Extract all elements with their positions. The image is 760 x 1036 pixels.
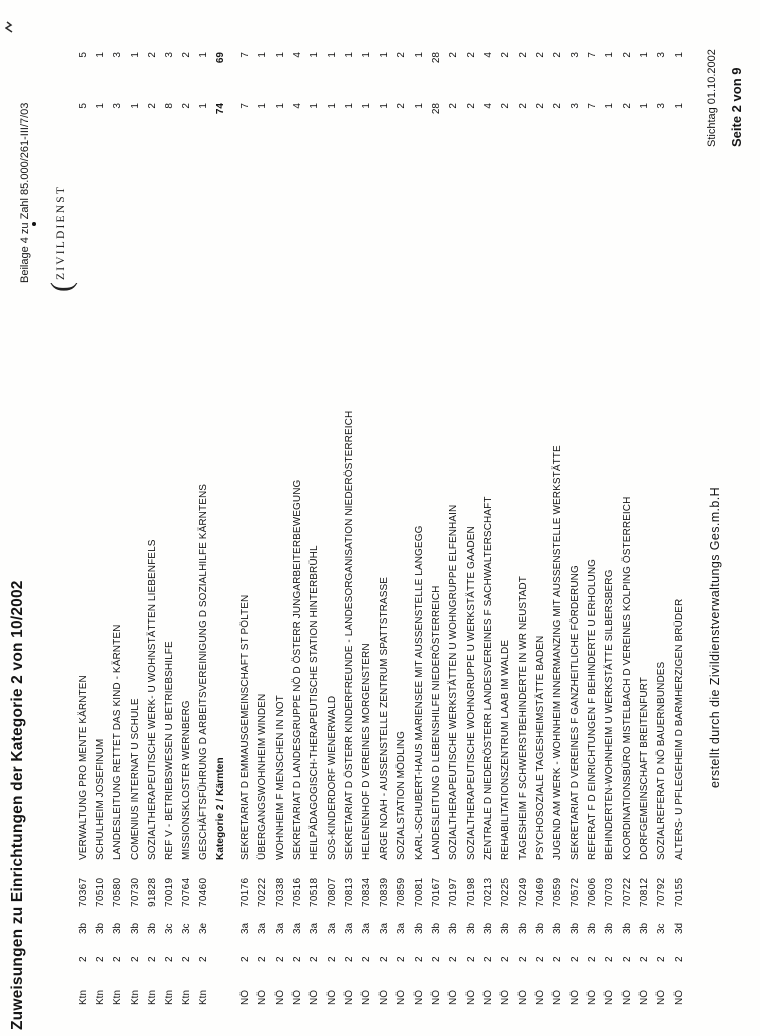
- total-label: Kategorie 2 / Kärnten: [215, 757, 226, 860]
- cell-value-1: 1: [344, 103, 356, 109]
- cell-bundesland: NÖ: [621, 990, 633, 1005]
- cell-bundesland: NÖ: [552, 990, 564, 1005]
- cell-id: 70225: [500, 877, 512, 907]
- cell-value-2: 2: [396, 52, 408, 58]
- cell-code: 3b: [430, 922, 442, 934]
- cell-id: 70198: [465, 877, 477, 907]
- cell-code: 3b: [413, 922, 425, 934]
- cell-id: 70213: [482, 877, 494, 907]
- cell-bundesland: NÖ: [344, 990, 356, 1005]
- cell-value-2: 1: [309, 52, 321, 58]
- cell-kategorie: 2: [639, 956, 651, 962]
- cell-kategorie: 2: [95, 956, 107, 962]
- cell-kategorie: 2: [396, 956, 408, 962]
- cell-value-2: 3: [164, 52, 175, 58]
- cell-value-1: 2: [552, 103, 564, 109]
- cell-kategorie: 2: [181, 956, 193, 962]
- cell-bundesland: NÖ: [292, 990, 304, 1005]
- cell-value-1: 2: [500, 103, 512, 109]
- cell-value-2: 2: [552, 52, 564, 58]
- table-row: [395, 0, 409, 1036]
- table-row: [77, 0, 91, 1036]
- cell-code: 3a: [396, 922, 408, 934]
- cell-kategorie: 2: [112, 956, 124, 962]
- cell-value-2: 1: [95, 52, 107, 58]
- table-row: [413, 0, 427, 1036]
- cell-id: 70338: [274, 877, 286, 907]
- table-row: [239, 0, 253, 1036]
- cell-code: 3a: [378, 922, 390, 934]
- cell-name: SOZIALREFERAT D NÖ BAUERNBUNDES: [656, 661, 668, 860]
- cell-id: 70559: [552, 877, 564, 907]
- table-row: [603, 0, 617, 1036]
- table-row: [482, 0, 496, 1036]
- cell-bundesland: NÖ: [517, 990, 529, 1005]
- cell-bundesland: Ktn: [181, 989, 193, 1005]
- cell-value-2: 4: [292, 52, 304, 58]
- cell-value-1: 2: [465, 103, 477, 109]
- cell-name: ARGE NOAH - AUSSENSTELLE ZENTRUM SPATTSTRASSE: [378, 576, 390, 860]
- cell-id: 70839: [378, 877, 390, 907]
- cell-bundesland: NÖ: [639, 990, 651, 1005]
- cell-name: JUGEND AM WERK - WOHNHEIM INNERMANZING MIT AUSSENSTELLE WERKSTÄTTE: [552, 445, 564, 860]
- cell-value-1: 2: [534, 103, 546, 109]
- cell-kategorie: 2: [534, 956, 546, 962]
- footer-page-number: Seite 2 von 9: [729, 67, 744, 147]
- cell-bundesland: NÖ: [569, 990, 581, 1005]
- total-value-2: 69: [215, 52, 226, 64]
- cell-code: 3b: [78, 922, 89, 934]
- cell-id: 70722: [621, 877, 633, 907]
- cell-bundesland: Ktn: [95, 989, 107, 1005]
- cell-id: 70167: [430, 877, 442, 907]
- table-row: [378, 0, 392, 1036]
- cell-code: 3b: [569, 922, 581, 934]
- cell-bundesland: NÖ: [448, 990, 460, 1005]
- cell-kategorie: 2: [465, 956, 477, 962]
- cell-value-2: 5: [78, 52, 89, 58]
- cell-bundesland: NÖ: [396, 990, 408, 1005]
- cell-bundesland: NÖ: [656, 990, 668, 1005]
- table-row: [129, 0, 143, 1036]
- cell-value-1: 2: [396, 103, 408, 109]
- cell-kategorie: 2: [292, 956, 304, 962]
- cell-id: 70510: [95, 877, 107, 907]
- cell-value-2: 1: [673, 52, 685, 58]
- cell-value-1: 1: [326, 103, 338, 109]
- cell-kategorie: 2: [274, 956, 286, 962]
- cell-code: 3b: [112, 922, 124, 934]
- cell-value-1: 28: [430, 103, 442, 115]
- cell-name: REF V - BETRIEBSWESEN U BETRIEBSHILFE: [164, 641, 175, 860]
- cell-id: 70834: [361, 877, 373, 907]
- cell-bundesland: NÖ: [309, 990, 321, 1005]
- cell-value-1: 5: [78, 103, 89, 109]
- cell-kategorie: 2: [413, 956, 425, 962]
- cell-id: 70155: [673, 877, 685, 907]
- cell-code: 3c: [181, 923, 193, 934]
- cell-value-2: 1: [344, 52, 356, 58]
- beilage-footnote-dot: [32, 222, 36, 226]
- cell-value-1: 2: [181, 103, 193, 109]
- footer-created-by: erstellt durch die Zivildienstverwaltungs Ges.m.b.H: [708, 486, 722, 788]
- cell-value-1: 2: [146, 103, 158, 109]
- table-row: [308, 0, 322, 1036]
- cell-value-2: 1: [274, 52, 286, 58]
- cell-bundesland: NÖ: [465, 990, 477, 1005]
- cell-bundesland: NÖ: [587, 990, 598, 1005]
- cell-name: BEHINDERTEN-WOHNHEIM U WERKSTÄTTE SILBERSBERG: [604, 569, 616, 860]
- cell-id: 70081: [413, 877, 425, 907]
- cell-name: LANDESLEITUNG RETTET DAS KIND - KÄRNTEN: [112, 624, 124, 860]
- cell-code: 3e: [198, 922, 210, 934]
- cell-kategorie: 2: [257, 956, 269, 962]
- cell-bundesland: NÖ: [500, 990, 512, 1005]
- cell-name: MISSIONSKLOSTER WERNBERG: [181, 700, 193, 860]
- cell-value-1: 7: [240, 103, 251, 109]
- table-row: [343, 0, 357, 1036]
- cell-value-2: 1: [361, 52, 373, 58]
- cell-bundesland: NÖ: [534, 990, 546, 1005]
- cell-bundesland: NÖ: [240, 990, 251, 1005]
- cell-value-2: 1: [604, 52, 616, 58]
- cell-bundesland: Ktn: [112, 989, 124, 1005]
- logo-swoosh-icon: (: [45, 282, 78, 292]
- cell-name: COMENIUS INTERNAT U SCHULE: [129, 698, 141, 860]
- cell-code: 3b: [517, 922, 529, 934]
- cell-code: 3b: [552, 922, 564, 934]
- cell-value-2: 1: [129, 52, 141, 58]
- cell-name: REHABILITATIONSZENTRUM LAAB IM WALDE: [500, 639, 512, 860]
- cell-name: VERWALTUNG PRO MENTE KÄRNTEN: [78, 675, 89, 860]
- cell-name: ÜBERGANGSWOHNHEIM WINDEN: [257, 693, 269, 860]
- table-row: [447, 0, 461, 1036]
- cell-value-1: 2: [621, 103, 633, 109]
- footer-stichtag: Stichtag 01.10.2002: [706, 49, 718, 147]
- cell-kategorie: 2: [517, 956, 529, 962]
- cell-bundesland: Ktn: [129, 989, 141, 1005]
- cell-kategorie: 2: [448, 956, 460, 962]
- table-row: [291, 0, 305, 1036]
- scan-artifact-speck: [0, 18, 18, 34]
- table-row: [111, 0, 125, 1036]
- cell-code: 3c: [164, 923, 175, 934]
- cell-id: 70572: [569, 877, 581, 907]
- cell-code: 3b: [146, 922, 158, 934]
- cell-code: 3b: [95, 922, 107, 934]
- cell-value-1: 7: [587, 103, 598, 109]
- cell-name: REFERAT F D EINRICHTUNGEN F BEHINDERTE U ERHOLUNG: [587, 558, 598, 860]
- cell-code: 3b: [448, 922, 460, 934]
- cell-code: 3b: [482, 922, 494, 934]
- logo-wordmark: ZIVILDIENST: [55, 184, 67, 280]
- cell-value-1: 3: [112, 103, 124, 109]
- cell-kategorie: 2: [569, 956, 581, 962]
- table-row: [569, 0, 583, 1036]
- cell-id: 70807: [326, 877, 338, 907]
- cell-bundesland: Ktn: [198, 989, 210, 1005]
- cell-value-2: 2: [534, 52, 546, 58]
- table-row: [197, 0, 211, 1036]
- table-row: [499, 0, 513, 1036]
- cell-value-2: 3: [112, 52, 124, 58]
- cell-value-1: 1: [639, 103, 651, 109]
- cell-value-1: 1: [604, 103, 616, 109]
- cell-value-1: 1: [257, 103, 269, 109]
- table-row: [534, 0, 548, 1036]
- cell-kategorie: 2: [129, 956, 141, 962]
- cell-code: 3a: [292, 922, 304, 934]
- zivildienst-logo: [45, 184, 78, 292]
- cell-bundesland: NÖ: [326, 990, 338, 1005]
- cell-bundesland: Ktn: [78, 989, 89, 1005]
- table-row: [673, 0, 687, 1036]
- cell-kategorie: 2: [430, 956, 442, 962]
- cell-kategorie: 2: [552, 956, 564, 962]
- table-row: [430, 0, 444, 1036]
- cell-name: SEKRETARIAT D LANDESGRUPPE NÖ D ÖSTERR JUNGARBEITERBEWEGUNG: [292, 479, 304, 860]
- cell-bundesland: NÖ: [604, 990, 616, 1005]
- cell-value-2: 1: [378, 52, 390, 58]
- cell-name: GESCHÄFTSFÜHRUNG D ARBEITSVEREINIGUNG D SOZIALHILFE KÄRNTENS: [198, 483, 210, 860]
- cell-bundesland: NÖ: [430, 990, 442, 1005]
- cell-name: PSYCHOSOZIALE TAGESHEIMSTÄTTE BADEN: [534, 635, 546, 860]
- cell-name: KARL-SCHUBERT-HAUS MARIENSEE MIT AUSSENSTELLE LANGEGG: [413, 525, 425, 860]
- beilage-reference: Beilage 4 zu Zahl 85.000/261-III/7/03: [19, 102, 31, 283]
- table-row: [465, 0, 479, 1036]
- cell-code: 3a: [257, 922, 269, 934]
- cell-code: 3a: [309, 922, 321, 934]
- cell-value-1: 1: [378, 103, 390, 109]
- cell-id: 70176: [240, 877, 251, 907]
- cell-name: SOZIALSTATION MÖDLING: [396, 731, 408, 860]
- cell-name: SEKRETARIAT D ÖSTERR KINDERFREUNDE - LANDESORGANISATION NIEDERÖSTERREICH: [344, 410, 356, 860]
- cell-id: 91828: [146, 877, 158, 907]
- cell-bundesland: NÖ: [361, 990, 373, 1005]
- cell-kategorie: 2: [309, 956, 321, 962]
- cell-value-2: 1: [326, 52, 338, 58]
- table-row: [638, 0, 652, 1036]
- cell-kategorie: 2: [587, 956, 598, 962]
- cell-value-1: 1: [309, 103, 321, 109]
- cell-value-2: 3: [656, 52, 668, 58]
- cell-value-2: 2: [621, 52, 633, 58]
- cell-value-2: 1: [413, 52, 425, 58]
- table-row: [180, 0, 194, 1036]
- cell-value-2: 2: [181, 52, 193, 58]
- cell-value-2: 4: [482, 52, 494, 58]
- cell-code: 3a: [344, 922, 356, 934]
- cell-name: KOORDINATIONSBÜRO MISTELBACH D VEREINES KOLPING ÖSTERREICH: [621, 496, 633, 860]
- cell-id: 70518: [309, 877, 321, 907]
- cell-value-2: 1: [639, 52, 651, 58]
- cell-code: 3a: [274, 922, 286, 934]
- cell-code: 3b: [604, 922, 616, 934]
- total-value-1: 74: [215, 103, 226, 115]
- cell-bundesland: NÖ: [413, 990, 425, 1005]
- cell-value-1: 3: [569, 103, 581, 109]
- cell-value-2: 2: [500, 52, 512, 58]
- table-row: [256, 0, 270, 1036]
- cell-value-1: 1: [413, 103, 425, 109]
- cell-name: SOS-KINDERDORF WIENERWALD: [326, 695, 338, 860]
- cell-id: 70460: [198, 877, 210, 907]
- cell-name: TAGESHEIM F SCHWERSTBEHINDERTE IN WR NEUSTADT: [517, 576, 529, 860]
- cell-bundesland: NÖ: [378, 990, 390, 1005]
- table-row: [621, 0, 635, 1036]
- cell-name: SOZIALTHERAPEUTISCHE WERKSTÄTTEN U WOHNGRUPPE ELFENHAIN: [448, 504, 460, 860]
- table-row: [326, 0, 340, 1036]
- cell-id: 70197: [448, 877, 460, 907]
- cell-value-1: 1: [361, 103, 373, 109]
- cell-kategorie: 2: [656, 956, 668, 962]
- cell-name: SCHULHEIM JOSEFINUM: [95, 738, 107, 860]
- cell-code: 3b: [465, 922, 477, 934]
- cell-code: 3a: [240, 922, 251, 934]
- cell-kategorie: 2: [344, 956, 356, 962]
- cell-id: 70580: [112, 877, 124, 907]
- cell-code: 3a: [326, 922, 338, 934]
- cell-code: 3b: [534, 922, 546, 934]
- table-row: [163, 0, 177, 1036]
- cell-code: 3a: [361, 922, 373, 934]
- table-row: [517, 0, 531, 1036]
- cell-id: 70019: [164, 877, 175, 907]
- cell-name: SOZIALTHERAPEUTISCHE WERK- U WOHNSTÄTTEN LIEBENFELS: [146, 539, 158, 860]
- cell-id: 70367: [78, 877, 89, 907]
- cell-kategorie: 2: [164, 956, 175, 962]
- cell-value-2: 28: [430, 52, 442, 64]
- cell-code: 3c: [656, 923, 668, 934]
- cell-kategorie: 2: [146, 956, 158, 962]
- cell-value-2: 7: [240, 52, 251, 58]
- cell-name: HEILPÄDAGOGISCH-THERAPEUTISCHE STATION HINTERBRÜHL: [309, 545, 321, 860]
- cell-kategorie: 2: [482, 956, 494, 962]
- cell-kategorie: 2: [621, 956, 633, 962]
- cell-id: 70516: [292, 877, 304, 907]
- cell-kategorie: 2: [326, 956, 338, 962]
- cell-value-2: 2: [448, 52, 460, 58]
- table-row: [586, 0, 600, 1036]
- cell-kategorie: 2: [500, 956, 512, 962]
- cell-bundesland: NÖ: [482, 990, 494, 1005]
- cell-id: 70764: [181, 877, 193, 907]
- cell-value-2: 1: [257, 52, 269, 58]
- cell-value-2: 2: [465, 52, 477, 58]
- cell-value-1: 4: [292, 103, 304, 109]
- cell-name: LANDESLEITUNG D LEBENSHILFE NIEDERÖSTERREICH: [430, 585, 442, 860]
- cell-kategorie: 2: [673, 956, 685, 962]
- cell-id: 70859: [396, 877, 408, 907]
- cell-id: 70703: [604, 877, 616, 907]
- cell-value-1: 2: [517, 103, 529, 109]
- cell-value-1: 1: [95, 103, 107, 109]
- cell-id: 70469: [534, 877, 546, 907]
- cell-name: WOHNHEIM F MENSCHEN IN NOT: [274, 695, 286, 860]
- cell-value-1: 1: [274, 103, 286, 109]
- cell-code: 3b: [639, 922, 651, 934]
- cell-name: SEKRETARIAT D EMMAUSGEMEINSCHAFT ST PÖLTEN: [240, 594, 251, 860]
- table-row: [274, 0, 288, 1036]
- cell-value-2: 3: [569, 52, 581, 58]
- table-row: [94, 0, 108, 1036]
- cell-kategorie: 2: [78, 956, 89, 962]
- cell-name: SOZIALTHERAPEUTISCHE WOHNGRUPPE U WERKSTÄTTE GAADEN: [465, 526, 477, 860]
- cell-bundesland: Ktn: [146, 989, 158, 1005]
- cell-name: SEKRETARIAT D VEREINES F GANZHEITLICHE FÖRDERUNG: [569, 565, 581, 860]
- cell-value-1: 1: [129, 103, 141, 109]
- table-row: [360, 0, 374, 1036]
- table-row: [655, 0, 669, 1036]
- cell-id: 70249: [517, 877, 529, 907]
- cell-kategorie: 2: [240, 956, 251, 962]
- cell-value-1: 1: [673, 103, 685, 109]
- cell-id: 70606: [587, 877, 598, 907]
- cell-value-1: 3: [656, 103, 668, 109]
- cell-name: DORFGEMEINSCHAFT BREITENFURT: [639, 677, 651, 860]
- page-title: Zuweisungen zu Einrichtungen der Kategorie 2 von 10/2002: [9, 580, 26, 1030]
- cell-value-1: 8: [164, 103, 175, 109]
- cell-code: 3b: [587, 922, 598, 934]
- cell-code: 3b: [129, 922, 141, 934]
- table-row: [551, 0, 565, 1036]
- cell-code: 3b: [621, 922, 633, 934]
- cell-id: 70222: [257, 877, 269, 907]
- cell-value-2: 1: [198, 52, 210, 58]
- cell-code: 3b: [500, 922, 512, 934]
- cell-value-1: 2: [448, 103, 460, 109]
- cell-value-1: 1: [198, 103, 210, 109]
- table-total-row: [214, 0, 228, 1036]
- cell-bundesland: NÖ: [673, 990, 685, 1005]
- cell-id: 70792: [656, 877, 668, 907]
- cell-id: 70812: [639, 877, 651, 907]
- cell-value-2: 2: [517, 52, 529, 58]
- cell-bundesland: NÖ: [274, 990, 286, 1005]
- cell-id: 70813: [344, 877, 356, 907]
- cell-value-1: 4: [482, 103, 494, 109]
- cell-kategorie: 2: [198, 956, 210, 962]
- cell-bundesland: Ktn: [164, 989, 175, 1005]
- table-row: [146, 0, 160, 1036]
- cell-name: HELENENHOF D VEREINES MORGENSTERN: [361, 643, 373, 860]
- cell-code: 3d: [673, 922, 685, 934]
- cell-value-2: 2: [146, 52, 158, 58]
- cell-value-2: 7: [587, 52, 598, 58]
- cell-kategorie: 2: [378, 956, 390, 962]
- cell-name: ALTERS- U PFLEGEHEIM D BARMHERZIGEN BRÜDER: [673, 598, 685, 860]
- cell-kategorie: 2: [361, 956, 373, 962]
- cell-id: 70730: [129, 877, 141, 907]
- cell-bundesland: NÖ: [257, 990, 269, 1005]
- cell-name: ZENTRALE D NIEDERÖSTERR LANDESVEREINES F SACHWALTERSCHAFT: [482, 496, 494, 860]
- cell-kategorie: 2: [604, 956, 616, 962]
